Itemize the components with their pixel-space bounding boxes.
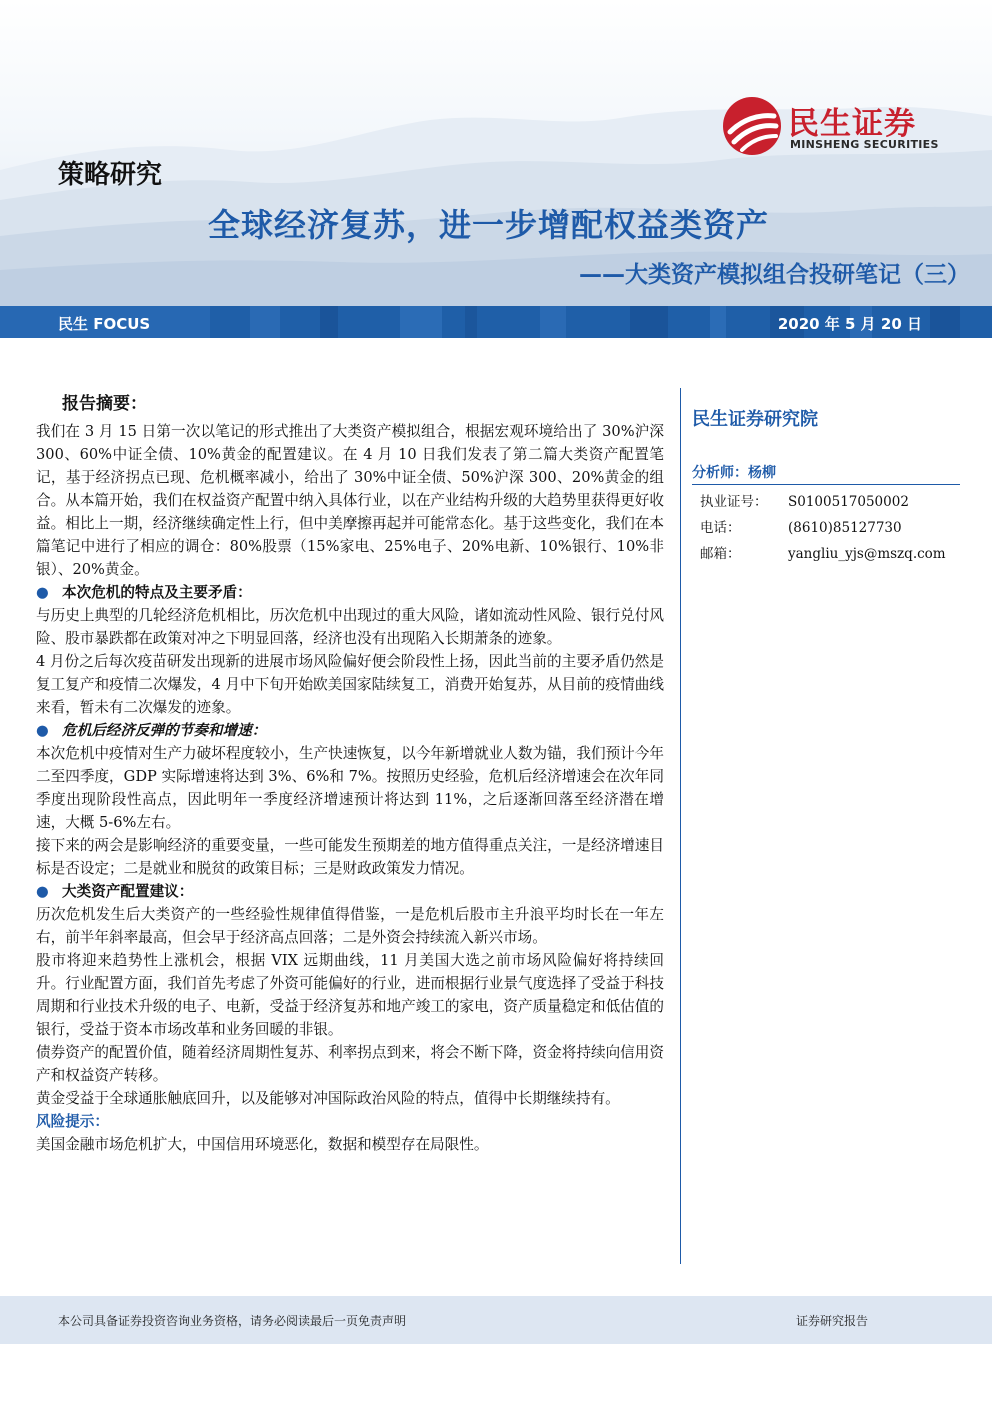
contact-label: 执业证号：: [700, 494, 768, 510]
section-paragraph: 债券资产的配置价值，随着经济周期性复苏、利率拐点到来，将会不断下降，资金将持续向信用资产和权益资产转移。: [36, 1044, 664, 1084]
brand-logo: [722, 96, 962, 156]
contact-label: 邮箱：: [700, 546, 741, 562]
contact-row: [692, 489, 962, 515]
bullet-icon: ●: [36, 883, 49, 900]
analyst-name: 分析师：杨柳: [692, 462, 960, 485]
research-institute: 民生证券研究院: [692, 409, 818, 430]
header-band: [0, 306, 992, 338]
contact-row: [692, 515, 962, 541]
logo-name-en: MINSHENG SECURITIES: [790, 138, 939, 151]
footer-doc-type: 证券研究报告: [795, 1314, 868, 1328]
band-label: 民生 FOCUS: [58, 315, 151, 333]
analyst-contact: [692, 489, 962, 567]
report-title: 全球经济复苏，进一步增配权益类资产: [208, 206, 770, 244]
license-number: S0100517050002: [788, 494, 909, 510]
report-category: 策略研究: [58, 160, 163, 190]
section-paragraph: 本次危机中疫情对生产力破坏程度较小，生产快速恢复，以今年新增就业人数为锚，我们预计今年二至四季度，GDP 实际增速将达到 3%、6%和 7%。按照历史经验，危机后经济增速会在次年同季度出现阶段性高点，因此明年一季度经济增速预计将达到 11%，之后逐渐回落至经济潜在增速，大概 5-6%左右。: [36, 745, 664, 831]
section-paragraph: 与历史上典型的几轮经济危机相比，历次危机中出现过的重大风险，诸如流动性风险、银行兑付风险、股市暴跌都在政策对冲之下明显回落，经济也没有出现陷入长期萧条的迹象。: [36, 607, 664, 647]
report-subtitle: ——大类资产模拟组合投研笔记（三）: [579, 262, 970, 288]
section-paragraph: 历次危机发生后大类资产的一些经验性规律值得借鉴，一是危机后股市主升浪平均时长在一年左右，前半年斜率最高，但会早于经济高点回落；二是外资会持续流入新兴市场。: [36, 906, 664, 946]
section-paragraph: 黄金受益于全球通胀触底回升，以及能够对冲国际政治风险的特点，值得中长期继续持有。: [36, 1090, 620, 1107]
section-paragraph: 股市将迎来趋势性上涨机会，根据 VIX 远期曲线，11 月美国大选之前市场风险偏好将持续回升。行业配置方面，我们首先考虑了外资可能偏好的行业，进而根据行业景气度选择了受益于科技周期和行业技术升级的电子、电新，受益于经济复苏和地产竣工的家电，资产质量稳定和低估值的银行，受益于资本市场改革和业务回暖的非银。: [36, 952, 664, 1038]
phone-number: (8610)85127730: [788, 520, 902, 536]
risk-heading: 风险提示：: [36, 1113, 109, 1130]
section-paragraph: 4 月份之后每次疫苗研发出现新的进展市场风险偏好便会阶段性上扬，因此当前的主要矛盾仍然是复工复产和疫情二次爆发，4 月中下旬开始欧美国家陆续复工，消费开始复苏，从目前的疫情曲线来看，暂未有二次爆发的迹象。: [36, 653, 664, 716]
email-link[interactable]: yangliu_yjs@mszq.com: [788, 546, 946, 562]
footer-disclaimer: 本公司具备证券投资咨询业务资格，请务必阅读最后一页免责声明: [58, 1314, 407, 1328]
summary-intro: 我们在 3 月 15 日第一次以笔记的形式推出了大类资产模拟组合，根据宏观环境给出了 30%沪深 300、60%中证全债、10%黄金的配置建议。在 4 月 10 日我们发表了第二篇大类资产配置笔记，基于经济拐点已现、危机概率减小，给出了 30%中证全债、50%沪深 300、20%黄金的组合。从本篇开始，我们在权益资产配置中纳入具体行业，以在产业结构升级的大趋势里获得更好收益。相比上一期，经济继续确定性上行，但中美摩擦再起并可能常态化。基于这些变化，我们在本篇笔记中进行了相应的调仓：80%股票（15%家电、25%电子、20%电新、10%银行、10%非银）、20%黄金。: [36, 423, 664, 578]
section-heading: ● 本次危机的特点及主要矛盾：: [36, 581, 664, 604]
contact-label: 电话：: [700, 520, 741, 536]
logo-name-cn: 民生证券: [788, 106, 916, 142]
column-divider: [680, 388, 681, 1264]
bullet-icon: ●: [36, 584, 49, 601]
summary-heading: 报告摘要：: [62, 394, 147, 414]
section-heading: ● 大类资产配置建议：: [36, 880, 664, 903]
report-date: 2020 年 5 月 20 日: [777, 315, 922, 333]
summary-column: [36, 392, 664, 1156]
page-footer: [0, 1296, 992, 1344]
contact-row: [692, 541, 962, 567]
risk-text: 美国金融市场危机扩大，中国信用环境恶化，数据和模型存在局限性。: [36, 1136, 489, 1153]
analyst-sidebar: [692, 402, 962, 567]
section-paragraph: 接下来的两会是影响经济的重要变量，一些可能发生预期差的地方值得重点关注，一是经济增速目标是否设定；二是就业和脱贫的政策目标；三是财政政策发力情况。: [36, 837, 664, 877]
logo-icon: [722, 96, 782, 156]
section-heading: ● 危机后经济反弹的节奏和增速：: [36, 719, 664, 742]
bullet-icon: ●: [36, 722, 49, 739]
